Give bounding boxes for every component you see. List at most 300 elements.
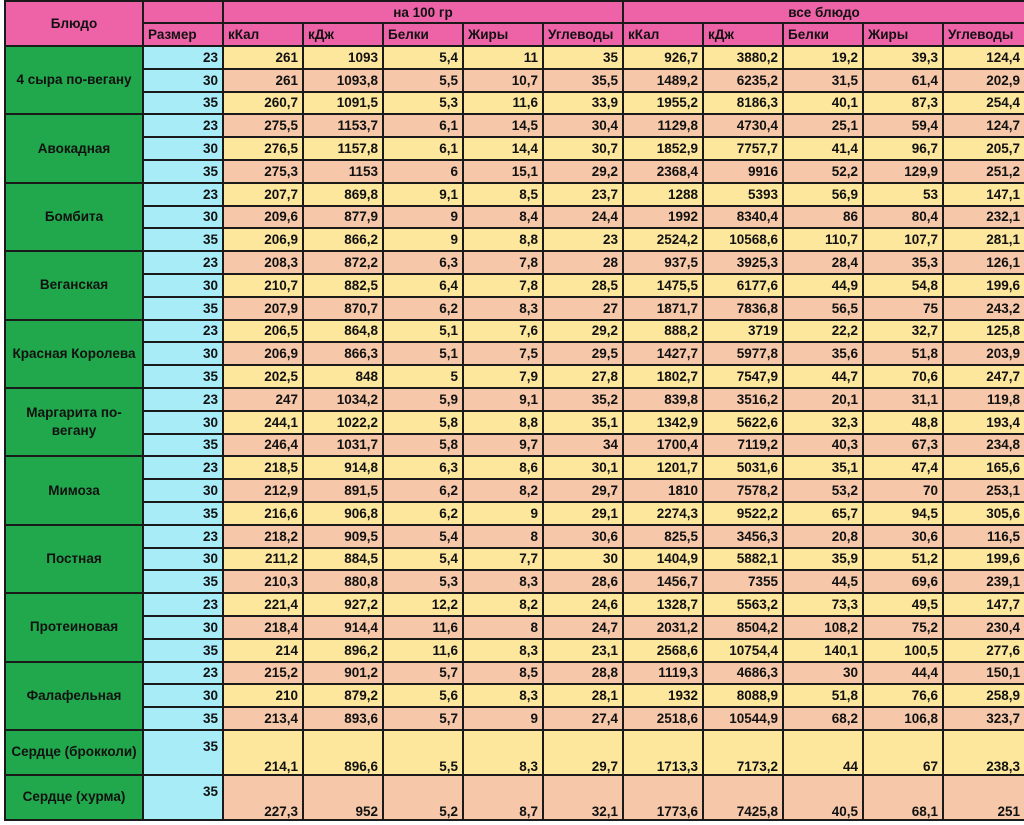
size-cell[interactable]: 30 bbox=[143, 274, 223, 297]
value-cell[interactable]: 5,8 bbox=[383, 411, 463, 434]
value-cell[interactable]: 8088,9 bbox=[703, 684, 783, 707]
value-cell[interactable]: 23 bbox=[543, 228, 623, 251]
value-cell[interactable]: 53 bbox=[863, 183, 943, 206]
value-cell[interactable]: 51,8 bbox=[783, 684, 863, 707]
value-cell[interactable]: 9916 bbox=[703, 160, 783, 183]
value-cell[interactable]: 244,1 bbox=[223, 411, 303, 434]
size-cell[interactable]: 23 bbox=[143, 388, 223, 411]
value-cell[interactable]: 73,3 bbox=[783, 593, 863, 616]
value-cell[interactable]: 5622,6 bbox=[703, 411, 783, 434]
value-cell[interactable]: 1955,2 bbox=[623, 92, 703, 115]
value-cell[interactable]: 6,3 bbox=[383, 251, 463, 274]
value-cell[interactable]: 150,1 bbox=[943, 662, 1024, 685]
value-cell[interactable]: 107,7 bbox=[863, 228, 943, 251]
size-cell[interactable]: 35 bbox=[143, 297, 223, 320]
value-cell[interactable]: 35,6 bbox=[783, 342, 863, 365]
value-cell[interactable]: 6,4 bbox=[383, 274, 463, 297]
value-cell[interactable]: 893,6 bbox=[303, 707, 383, 730]
value-cell[interactable]: 30 bbox=[543, 548, 623, 571]
header-kj[interactable]: кДж bbox=[303, 23, 383, 46]
value-cell[interactable]: 1456,7 bbox=[623, 570, 703, 593]
value-cell[interactable]: 202,9 bbox=[943, 69, 1024, 92]
value-cell[interactable]: 2524,2 bbox=[623, 228, 703, 251]
value-cell[interactable]: 5,1 bbox=[383, 320, 463, 343]
value-cell[interactable]: 125,8 bbox=[943, 320, 1024, 343]
value-cell[interactable]: 116,5 bbox=[943, 525, 1024, 548]
value-cell[interactable]: 247,7 bbox=[943, 365, 1024, 388]
value-cell[interactable]: 251 bbox=[943, 775, 1024, 820]
value-cell[interactable]: 210,7 bbox=[223, 274, 303, 297]
value-cell[interactable]: 9,1 bbox=[383, 183, 463, 206]
value-cell[interactable]: 8,3 bbox=[463, 639, 543, 662]
size-cell[interactable]: 23 bbox=[143, 46, 223, 69]
value-cell[interactable]: 32,1 bbox=[543, 775, 623, 820]
value-cell[interactable]: 1153 bbox=[303, 160, 383, 183]
value-cell[interactable]: 119,8 bbox=[943, 388, 1024, 411]
value-cell[interactable]: 1475,5 bbox=[623, 274, 703, 297]
dish-name-cell[interactable]: Сердце (хурма) bbox=[5, 775, 143, 820]
value-cell[interactable]: 44,9 bbox=[783, 274, 863, 297]
dish-name-cell[interactable]: Протеиновая bbox=[5, 593, 143, 661]
value-cell[interactable]: 275,5 bbox=[223, 114, 303, 137]
value-cell[interactable]: 28,1 bbox=[543, 684, 623, 707]
value-cell[interactable]: 6 bbox=[383, 160, 463, 183]
value-cell[interactable]: 9 bbox=[383, 206, 463, 229]
value-cell[interactable]: 31,1 bbox=[863, 388, 943, 411]
value-cell[interactable]: 3925,3 bbox=[703, 251, 783, 274]
value-cell[interactable]: 239,1 bbox=[943, 570, 1024, 593]
size-cell[interactable]: 30 bbox=[143, 342, 223, 365]
value-cell[interactable]: 8504,2 bbox=[703, 616, 783, 639]
value-cell[interactable]: 11 bbox=[463, 46, 543, 69]
dish-name-cell[interactable]: Постная bbox=[5, 525, 143, 593]
size-cell[interactable]: 30 bbox=[143, 411, 223, 434]
value-cell[interactable]: 8,3 bbox=[463, 684, 543, 707]
value-cell[interactable]: 1489,2 bbox=[623, 69, 703, 92]
value-cell[interactable]: 927,2 bbox=[303, 593, 383, 616]
size-cell[interactable]: 35 bbox=[143, 502, 223, 525]
value-cell[interactable]: 914,4 bbox=[303, 616, 383, 639]
size-cell[interactable]: 23 bbox=[143, 251, 223, 274]
size-cell[interactable]: 30 bbox=[143, 137, 223, 160]
value-cell[interactable]: 7,9 bbox=[463, 365, 543, 388]
value-cell[interactable]: 232,1 bbox=[943, 206, 1024, 229]
value-cell[interactable]: 884,5 bbox=[303, 548, 383, 571]
value-cell[interactable]: 1201,7 bbox=[623, 456, 703, 479]
value-cell[interactable]: 212,9 bbox=[223, 479, 303, 502]
value-cell[interactable]: 872,2 bbox=[303, 251, 383, 274]
dish-name-cell[interactable]: 4 сыра по-вегану bbox=[5, 46, 143, 114]
value-cell[interactable]: 32,3 bbox=[783, 411, 863, 434]
header-protein[interactable]: Белки bbox=[383, 23, 463, 46]
value-cell[interactable]: 8,5 bbox=[463, 183, 543, 206]
value-cell[interactable]: 5,7 bbox=[383, 707, 463, 730]
value-cell[interactable]: 253,1 bbox=[943, 479, 1024, 502]
value-cell[interactable]: 8,6 bbox=[463, 456, 543, 479]
value-cell[interactable]: 69,6 bbox=[863, 570, 943, 593]
value-cell[interactable]: 202,5 bbox=[223, 365, 303, 388]
value-cell[interactable]: 6,2 bbox=[383, 502, 463, 525]
value-cell[interactable]: 30,7 bbox=[543, 137, 623, 160]
value-cell[interactable]: 106,8 bbox=[863, 707, 943, 730]
value-cell[interactable]: 7,8 bbox=[463, 251, 543, 274]
value-cell[interactable]: 825,5 bbox=[623, 525, 703, 548]
value-cell[interactable]: 3516,2 bbox=[703, 388, 783, 411]
value-cell[interactable]: 108,2 bbox=[783, 616, 863, 639]
value-cell[interactable]: 54,8 bbox=[863, 274, 943, 297]
value-cell[interactable]: 952 bbox=[303, 775, 383, 820]
value-cell[interactable]: 9 bbox=[463, 502, 543, 525]
value-cell[interactable]: 2274,3 bbox=[623, 502, 703, 525]
size-cell[interactable]: 35 bbox=[143, 160, 223, 183]
value-cell[interactable]: 8 bbox=[463, 525, 543, 548]
value-cell[interactable]: 67 bbox=[863, 730, 943, 775]
value-cell[interactable]: 5977,8 bbox=[703, 342, 783, 365]
dish-name-cell[interactable]: Веганская bbox=[5, 251, 143, 319]
size-cell[interactable]: 30 bbox=[143, 616, 223, 639]
value-cell[interactable]: 207,7 bbox=[223, 183, 303, 206]
value-cell[interactable]: 11,6 bbox=[383, 639, 463, 662]
value-cell[interactable]: 35,3 bbox=[863, 251, 943, 274]
header-carbs[interactable]: Углеводы bbox=[543, 23, 623, 46]
dish-name-cell[interactable]: Мимоза bbox=[5, 456, 143, 524]
value-cell[interactable]: 5 bbox=[383, 365, 463, 388]
value-cell[interactable]: 1871,7 bbox=[623, 297, 703, 320]
value-cell[interactable]: 1342,9 bbox=[623, 411, 703, 434]
header-per-100g[interactable]: на 100 гр bbox=[223, 1, 623, 23]
size-cell[interactable]: 35 bbox=[143, 570, 223, 593]
header-kcal[interactable]: кКал bbox=[223, 23, 303, 46]
value-cell[interactable]: 866,2 bbox=[303, 228, 383, 251]
value-cell[interactable]: 8,3 bbox=[463, 570, 543, 593]
value-cell[interactable]: 76,6 bbox=[863, 684, 943, 707]
value-cell[interactable]: 10,7 bbox=[463, 69, 543, 92]
value-cell[interactable]: 30,6 bbox=[543, 525, 623, 548]
value-cell[interactable]: 906,8 bbox=[303, 502, 383, 525]
value-cell[interactable]: 39,3 bbox=[863, 46, 943, 69]
value-cell[interactable]: 35,9 bbox=[783, 548, 863, 571]
size-cell[interactable]: 35 bbox=[143, 639, 223, 662]
value-cell[interactable]: 276,5 bbox=[223, 137, 303, 160]
value-cell[interactable]: 896,6 bbox=[303, 730, 383, 775]
value-cell[interactable]: 914,8 bbox=[303, 456, 383, 479]
value-cell[interactable]: 24,6 bbox=[543, 593, 623, 616]
value-cell[interactable]: 19,2 bbox=[783, 46, 863, 69]
value-cell[interactable]: 29,7 bbox=[543, 730, 623, 775]
value-cell[interactable]: 5882,1 bbox=[703, 548, 783, 571]
value-cell[interactable]: 70 bbox=[863, 479, 943, 502]
value-cell[interactable]: 28 bbox=[543, 251, 623, 274]
value-cell[interactable]: 44,4 bbox=[863, 662, 943, 685]
value-cell[interactable]: 2031,2 bbox=[623, 616, 703, 639]
value-cell[interactable]: 56,5 bbox=[783, 297, 863, 320]
value-cell[interactable]: 210 bbox=[223, 684, 303, 707]
value-cell[interactable]: 6,3 bbox=[383, 456, 463, 479]
value-cell[interactable]: 9,7 bbox=[463, 434, 543, 457]
value-cell[interactable]: 87,3 bbox=[863, 92, 943, 115]
value-cell[interactable]: 8,3 bbox=[463, 730, 543, 775]
value-cell[interactable]: 2368,4 bbox=[623, 160, 703, 183]
value-cell[interactable]: 27,8 bbox=[543, 365, 623, 388]
value-cell[interactable]: 1810 bbox=[623, 479, 703, 502]
value-cell[interactable]: 8,8 bbox=[463, 411, 543, 434]
value-cell[interactable]: 47,4 bbox=[863, 456, 943, 479]
header-carbs-total[interactable]: Углеводы bbox=[943, 23, 1024, 46]
value-cell[interactable]: 246,4 bbox=[223, 434, 303, 457]
size-cell[interactable]: 35 bbox=[143, 365, 223, 388]
value-cell[interactable]: 14,4 bbox=[463, 137, 543, 160]
value-cell[interactable]: 207,9 bbox=[223, 297, 303, 320]
value-cell[interactable]: 869,8 bbox=[303, 183, 383, 206]
value-cell[interactable]: 6177,6 bbox=[703, 274, 783, 297]
value-cell[interactable]: 96,7 bbox=[863, 137, 943, 160]
value-cell[interactable]: 7836,8 bbox=[703, 297, 783, 320]
value-cell[interactable]: 29,5 bbox=[543, 342, 623, 365]
value-cell[interactable]: 29,2 bbox=[543, 320, 623, 343]
value-cell[interactable]: 30 bbox=[783, 662, 863, 685]
value-cell[interactable]: 206,9 bbox=[223, 228, 303, 251]
value-cell[interactable]: 211,2 bbox=[223, 548, 303, 571]
value-cell[interactable]: 11,6 bbox=[383, 616, 463, 639]
value-cell[interactable]: 129,9 bbox=[863, 160, 943, 183]
value-cell[interactable]: 3719 bbox=[703, 320, 783, 343]
value-cell[interactable]: 1091,5 bbox=[303, 92, 383, 115]
value-cell[interactable]: 6,1 bbox=[383, 114, 463, 137]
value-cell[interactable]: 124,7 bbox=[943, 114, 1024, 137]
size-cell[interactable]: 35 bbox=[143, 775, 223, 820]
value-cell[interactable]: 848 bbox=[303, 365, 383, 388]
header-size[interactable]: Размер bbox=[143, 23, 223, 46]
value-cell[interactable]: 880,8 bbox=[303, 570, 383, 593]
value-cell[interactable]: 254,4 bbox=[943, 92, 1024, 115]
value-cell[interactable]: 6,2 bbox=[383, 297, 463, 320]
value-cell[interactable]: 5,4 bbox=[383, 525, 463, 548]
value-cell[interactable]: 214 bbox=[223, 639, 303, 662]
value-cell[interactable]: 216,6 bbox=[223, 502, 303, 525]
value-cell[interactable]: 1022,2 bbox=[303, 411, 383, 434]
dish-name-cell[interactable]: Бомбита bbox=[5, 183, 143, 251]
value-cell[interactable]: 28,6 bbox=[543, 570, 623, 593]
value-cell[interactable]: 147,1 bbox=[943, 183, 1024, 206]
dish-name-cell[interactable]: Маргарита по-вегану bbox=[5, 388, 143, 456]
dish-name-cell[interactable]: Авокадная bbox=[5, 114, 143, 182]
value-cell[interactable]: 5,6 bbox=[383, 684, 463, 707]
value-cell[interactable]: 214,1 bbox=[223, 730, 303, 775]
value-cell[interactable]: 75 bbox=[863, 297, 943, 320]
value-cell[interactable]: 34 bbox=[543, 434, 623, 457]
value-cell[interactable]: 8186,3 bbox=[703, 92, 783, 115]
value-cell[interactable]: 44 bbox=[783, 730, 863, 775]
value-cell[interactable]: 29,2 bbox=[543, 160, 623, 183]
value-cell[interactable]: 8,8 bbox=[463, 228, 543, 251]
value-cell[interactable]: 209,6 bbox=[223, 206, 303, 229]
value-cell[interactable]: 896,2 bbox=[303, 639, 383, 662]
value-cell[interactable]: 205,7 bbox=[943, 137, 1024, 160]
value-cell[interactable]: 10568,6 bbox=[703, 228, 783, 251]
value-cell[interactable]: 2518,6 bbox=[623, 707, 703, 730]
value-cell[interactable]: 100,5 bbox=[863, 639, 943, 662]
value-cell[interactable]: 1713,3 bbox=[623, 730, 703, 775]
value-cell[interactable]: 5,3 bbox=[383, 92, 463, 115]
value-cell[interactable]: 28,4 bbox=[783, 251, 863, 274]
value-cell[interactable]: 1119,3 bbox=[623, 662, 703, 685]
value-cell[interactable]: 20,8 bbox=[783, 525, 863, 548]
value-cell[interactable]: 5,2 bbox=[383, 775, 463, 820]
value-cell[interactable]: 3880,2 bbox=[703, 46, 783, 69]
value-cell[interactable]: 3456,3 bbox=[703, 525, 783, 548]
value-cell[interactable]: 5,3 bbox=[383, 570, 463, 593]
value-cell[interactable]: 6,2 bbox=[383, 479, 463, 502]
size-cell[interactable]: 30 bbox=[143, 684, 223, 707]
header-protein-total[interactable]: Белки bbox=[783, 23, 863, 46]
value-cell[interactable]: 238,3 bbox=[943, 730, 1024, 775]
value-cell[interactable]: 1328,7 bbox=[623, 593, 703, 616]
value-cell[interactable]: 213,4 bbox=[223, 707, 303, 730]
value-cell[interactable]: 20,1 bbox=[783, 388, 863, 411]
value-cell[interactable]: 227,3 bbox=[223, 775, 303, 820]
value-cell[interactable]: 879,2 bbox=[303, 684, 383, 707]
value-cell[interactable]: 5,5 bbox=[383, 730, 463, 775]
value-cell[interactable]: 33,9 bbox=[543, 92, 623, 115]
value-cell[interactable]: 49,5 bbox=[863, 593, 943, 616]
value-cell[interactable]: 877,9 bbox=[303, 206, 383, 229]
value-cell[interactable]: 8,7 bbox=[463, 775, 543, 820]
value-cell[interactable]: 35,5 bbox=[543, 69, 623, 92]
value-cell[interactable]: 199,6 bbox=[943, 274, 1024, 297]
size-cell[interactable]: 35 bbox=[143, 434, 223, 457]
size-cell[interactable]: 23 bbox=[143, 183, 223, 206]
value-cell[interactable]: 29,1 bbox=[543, 502, 623, 525]
value-cell[interactable]: 261 bbox=[223, 46, 303, 69]
value-cell[interactable]: 27 bbox=[543, 297, 623, 320]
value-cell[interactable]: 247 bbox=[223, 388, 303, 411]
value-cell[interactable]: 323,7 bbox=[943, 707, 1024, 730]
value-cell[interactable]: 30,1 bbox=[543, 456, 623, 479]
value-cell[interactable]: 40,5 bbox=[783, 775, 863, 820]
size-cell[interactable]: 23 bbox=[143, 456, 223, 479]
value-cell[interactable]: 56,9 bbox=[783, 183, 863, 206]
value-cell[interactable]: 1288 bbox=[623, 183, 703, 206]
value-cell[interactable]: 199,6 bbox=[943, 548, 1024, 571]
value-cell[interactable]: 4730,4 bbox=[703, 114, 783, 137]
value-cell[interactable]: 126,1 bbox=[943, 251, 1024, 274]
value-cell[interactable]: 1852,9 bbox=[623, 137, 703, 160]
value-cell[interactable]: 8340,4 bbox=[703, 206, 783, 229]
value-cell[interactable]: 1157,8 bbox=[303, 137, 383, 160]
value-cell[interactable]: 305,6 bbox=[943, 502, 1024, 525]
value-cell[interactable]: 1932 bbox=[623, 684, 703, 707]
value-cell[interactable]: 9,1 bbox=[463, 388, 543, 411]
value-cell[interactable]: 9 bbox=[383, 228, 463, 251]
value-cell[interactable]: 1802,7 bbox=[623, 365, 703, 388]
value-cell[interactable]: 866,3 bbox=[303, 342, 383, 365]
value-cell[interactable]: 206,5 bbox=[223, 320, 303, 343]
header-fat[interactable]: Жиры bbox=[463, 23, 543, 46]
value-cell[interactable]: 281,1 bbox=[943, 228, 1024, 251]
value-cell[interactable]: 65,7 bbox=[783, 502, 863, 525]
header-kcal-total[interactable]: кКал bbox=[623, 23, 703, 46]
value-cell[interactable]: 7,6 bbox=[463, 320, 543, 343]
value-cell[interactable]: 35,1 bbox=[783, 456, 863, 479]
dish-name-cell[interactable]: Сердце (брокколи) bbox=[5, 730, 143, 775]
value-cell[interactable]: 1034,2 bbox=[303, 388, 383, 411]
value-cell[interactable]: 6235,2 bbox=[703, 69, 783, 92]
size-cell[interactable]: 23 bbox=[143, 114, 223, 137]
value-cell[interactable]: 59,4 bbox=[863, 114, 943, 137]
value-cell[interactable]: 243,2 bbox=[943, 297, 1024, 320]
value-cell[interactable]: 7547,9 bbox=[703, 365, 783, 388]
header-whole-dish[interactable]: все блюдо bbox=[623, 1, 1024, 23]
value-cell[interactable]: 30,4 bbox=[543, 114, 623, 137]
value-cell[interactable]: 51,8 bbox=[863, 342, 943, 365]
value-cell[interactable]: 70,6 bbox=[863, 365, 943, 388]
value-cell[interactable]: 61,4 bbox=[863, 69, 943, 92]
value-cell[interactable]: 208,3 bbox=[223, 251, 303, 274]
value-cell[interactable]: 147,7 bbox=[943, 593, 1024, 616]
value-cell[interactable]: 8,2 bbox=[463, 593, 543, 616]
value-cell[interactable]: 1427,7 bbox=[623, 342, 703, 365]
value-cell[interactable]: 5,7 bbox=[383, 662, 463, 685]
value-cell[interactable]: 32,7 bbox=[863, 320, 943, 343]
value-cell[interactable]: 7,7 bbox=[463, 548, 543, 571]
header-dish[interactable]: Блюдо bbox=[5, 1, 143, 46]
value-cell[interactable]: 888,2 bbox=[623, 320, 703, 343]
value-cell[interactable]: 909,5 bbox=[303, 525, 383, 548]
size-cell[interactable]: 35 bbox=[143, 228, 223, 251]
value-cell[interactable]: 215,2 bbox=[223, 662, 303, 685]
value-cell[interactable]: 221,4 bbox=[223, 593, 303, 616]
value-cell[interactable]: 7119,2 bbox=[703, 434, 783, 457]
value-cell[interactable]: 12,2 bbox=[383, 593, 463, 616]
value-cell[interactable]: 1093 bbox=[303, 46, 383, 69]
value-cell[interactable]: 8,3 bbox=[463, 297, 543, 320]
value-cell[interactable]: 5,4 bbox=[383, 46, 463, 69]
value-cell[interactable]: 80,4 bbox=[863, 206, 943, 229]
value-cell[interactable]: 1992 bbox=[623, 206, 703, 229]
value-cell[interactable]: 260,7 bbox=[223, 92, 303, 115]
value-cell[interactable]: 10544,9 bbox=[703, 707, 783, 730]
value-cell[interactable]: 1093,8 bbox=[303, 69, 383, 92]
value-cell[interactable]: 124,4 bbox=[943, 46, 1024, 69]
header-kj-total[interactable]: кДж bbox=[703, 23, 783, 46]
value-cell[interactable]: 937,5 bbox=[623, 251, 703, 274]
value-cell[interactable]: 218,4 bbox=[223, 616, 303, 639]
size-cell[interactable]: 35 bbox=[143, 730, 223, 775]
value-cell[interactable]: 4686,3 bbox=[703, 662, 783, 685]
value-cell[interactable]: 165,6 bbox=[943, 456, 1024, 479]
value-cell[interactable]: 5563,2 bbox=[703, 593, 783, 616]
value-cell[interactable]: 23,7 bbox=[543, 183, 623, 206]
value-cell[interactable]: 25,1 bbox=[783, 114, 863, 137]
value-cell[interactable]: 5,1 bbox=[383, 342, 463, 365]
size-cell[interactable]: 23 bbox=[143, 593, 223, 616]
dish-name-cell[interactable]: Фалафельная bbox=[5, 662, 143, 730]
value-cell[interactable]: 7425,8 bbox=[703, 775, 783, 820]
value-cell[interactable]: 94,5 bbox=[863, 502, 943, 525]
value-cell[interactable]: 218,2 bbox=[223, 525, 303, 548]
value-cell[interactable]: 234,8 bbox=[943, 434, 1024, 457]
value-cell[interactable]: 7757,7 bbox=[703, 137, 783, 160]
value-cell[interactable]: 9 bbox=[463, 707, 543, 730]
value-cell[interactable]: 40,1 bbox=[783, 92, 863, 115]
value-cell[interactable]: 1129,8 bbox=[623, 114, 703, 137]
value-cell[interactable]: 8,5 bbox=[463, 662, 543, 685]
value-cell[interactable]: 891,5 bbox=[303, 479, 383, 502]
value-cell[interactable]: 5031,6 bbox=[703, 456, 783, 479]
dish-name-cell[interactable]: Красная Королева bbox=[5, 320, 143, 388]
value-cell[interactable]: 53,2 bbox=[783, 479, 863, 502]
size-cell[interactable]: 23 bbox=[143, 320, 223, 343]
